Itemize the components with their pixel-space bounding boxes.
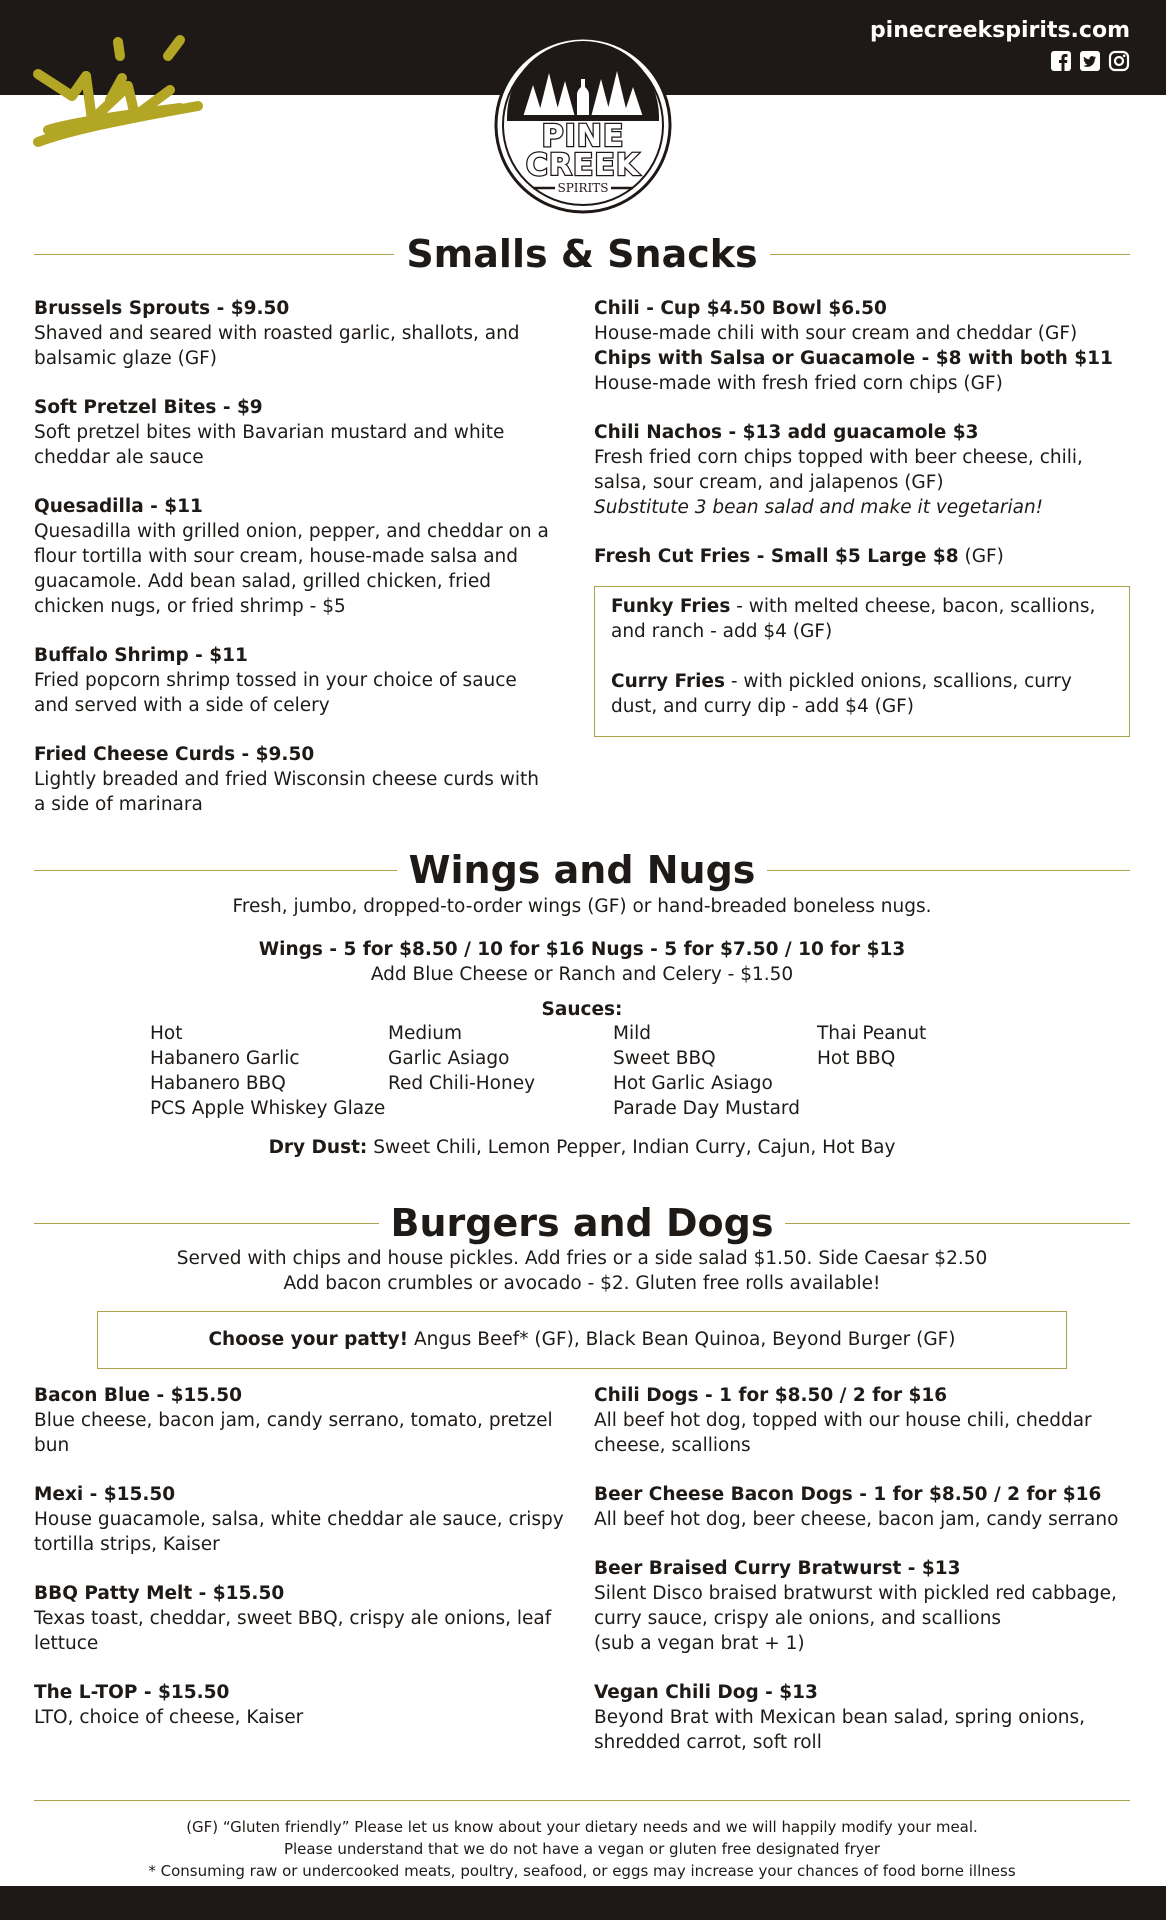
item-title: Chili - Cup $4.50 Bowl $6.50	[594, 298, 887, 319]
sauce-item: Hot BBQ	[817, 1048, 896, 1069]
menu-item-funky-fries	[611, 594, 1119, 644]
social-links	[1050, 50, 1130, 72]
sauce-item: Habanero BBQ	[150, 1073, 286, 1094]
patty-list: Angus Beef* (GF), Black Bean Quinoa, Beyond Burger (GF)	[408, 1329, 956, 1350]
item-title: Vegan Chili Dog - $13	[594, 1682, 818, 1703]
section-title	[34, 842, 1130, 898]
sauce-item: Red Chili-Honey	[388, 1073, 536, 1094]
menu-item-chips	[594, 346, 1134, 396]
menu-item	[34, 494, 554, 619]
patty-choice-box	[97, 1311, 1067, 1369]
sauce-item: Thai Peanut	[817, 1023, 927, 1044]
burgers-right-column	[594, 1383, 1139, 1779]
sauce-column-2	[388, 1021, 535, 1096]
menu-item	[594, 1556, 1139, 1656]
wings-intro: Fresh, jumbo, dropped-to-order wings (GF) or hand-breaded boneless nugs.	[232, 896, 932, 917]
fries-addons-box	[594, 586, 1130, 737]
menu-item	[34, 1383, 564, 1458]
item-title: Bacon Blue - $15.50	[34, 1385, 242, 1406]
crown-icon	[30, 30, 205, 155]
dry-dust-list: Sweet Chili, Lemon Pepper, Indian Curry, Cajun, Hot Bay	[367, 1137, 896, 1158]
burgers-intro-2: Add bacon crumbles or avocado - $2. Gluten free rolls available!	[283, 1273, 881, 1294]
item-note: (sub a vegan brat + 1)	[594, 1633, 805, 1654]
sauce-item: Habanero Garlic	[150, 1048, 300, 1069]
menu-item	[34, 296, 554, 371]
section-title	[34, 226, 1130, 282]
item-title: Funky Fries	[611, 596, 731, 617]
item-desc: Lightly breaded and fried Wisconsin cheese curds with a side of marinara	[34, 769, 540, 815]
item-desc: - with pickled onions, scallions, curry dust, and curry dip - add $4 (GF)	[611, 671, 1072, 717]
section-title-text: Smalls & Snacks	[394, 232, 769, 276]
item-title: Chips with Salsa or Guacamole - $8 with both $11	[594, 348, 1113, 369]
website-link[interactable]: pinecreekspirits.com	[869, 18, 1130, 43]
menu-item	[34, 1680, 564, 1730]
dry-dust-line	[34, 1135, 1130, 1160]
logo-text-pine: PINE	[541, 119, 625, 154]
menu-item	[594, 1482, 1139, 1532]
item-title: Chili Dogs - 1 for $8.50 / 2 for $16	[594, 1385, 948, 1406]
item-desc: Shaved and seared with roasted garlic, shallots, and balsamic glaze (GF)	[34, 323, 520, 369]
sauces-label: Sauces:	[541, 999, 623, 1020]
item-desc: House-made chili with sour cream and cheddar (GF)	[594, 323, 1078, 344]
burgers-left-column	[34, 1383, 564, 1754]
smalls-left-column	[34, 296, 554, 841]
item-desc: - with melted cheese, bacon, scallions, and ranch - add $4 (GF)	[611, 596, 1096, 642]
menu-item	[34, 742, 554, 817]
pine-creek-logo	[493, 35, 673, 215]
menu-item-nachos	[594, 420, 1134, 520]
facebook-icon[interactable]	[1050, 50, 1072, 72]
footer-note-2: Please understand that we do not have a vegan or gluten free designated fryer	[283, 1840, 881, 1858]
item-title: Soft Pretzel Bites - $9	[34, 397, 263, 418]
instagram-icon[interactable]	[1108, 50, 1130, 72]
menu-item	[34, 395, 554, 470]
dry-dust-label: Dry Dust:	[268, 1137, 368, 1158]
wings-prices: Wings - 5 for $8.50 / 10 for $16 Nugs - 5 for $7.50 / 10 for $13	[258, 939, 906, 960]
item-desc: Quesadilla with grilled onion, pepper, and cheddar on a flour tortilla with sour cream, house-made salsa and guacamole. Add bean salad, grilled chicken, fried chicken nugs, or fried shrimp - $5	[34, 521, 549, 617]
item-title: Quesadilla - $11	[34, 496, 203, 517]
menu-item	[34, 1581, 564, 1656]
logo-text-spirits: SPIRITS	[557, 181, 609, 195]
menu-item	[34, 1482, 564, 1557]
sauce-column-1	[150, 1021, 385, 1121]
item-gf: (GF)	[964, 546, 1004, 567]
item-desc: Soft pretzel bites with Bavarian mustard and white cheddar ale sauce	[34, 422, 505, 468]
footer-note-3: * Consuming raw or undercooked meats, poultry, seafood, or eggs may increase your chances of food borne illness	[148, 1862, 1016, 1880]
menu-item	[594, 1680, 1139, 1755]
section-title	[34, 1195, 1130, 1251]
menu-item-chili	[594, 296, 1134, 346]
patty-label: Choose your patty!	[208, 1329, 409, 1350]
item-desc: Beyond Brat with Mexican bean salad, spring onions, shredded carrot, soft roll	[594, 1707, 1086, 1753]
burgers-intro-1: Served with chips and house pickles. Add fries or a side salad $1.50. Side Caesar $2.50	[176, 1248, 988, 1269]
item-title: Buffalo Shrimp - $11	[34, 645, 248, 666]
section-heading-wings	[34, 842, 1130, 898]
logo-text-creek: CREEK	[525, 148, 641, 183]
section-title-text: Burgers and Dogs	[379, 1201, 786, 1245]
sauce-item: Hot	[150, 1023, 183, 1044]
sauce-item: PCS Apple Whiskey Glaze	[150, 1098, 386, 1119]
menu-item	[34, 643, 554, 718]
sauce-column-3	[613, 1021, 800, 1121]
footer-rule	[34, 1800, 1130, 1801]
sauce-item: Medium	[388, 1023, 462, 1044]
bottom-bar	[0, 1886, 1166, 1920]
section-heading-burgers	[34, 1195, 1130, 1251]
item-title: Curry Fries	[611, 671, 725, 692]
smalls-right-column	[594, 296, 1134, 593]
sauce-item: Sweet BBQ	[613, 1048, 716, 1069]
sauce-column-4	[817, 1021, 926, 1071]
item-desc: LTO, choice of cheese, Kaiser	[34, 1707, 304, 1728]
item-desc: Fried popcorn shrimp tossed in your choice of sauce and served with a side of celery	[34, 670, 517, 716]
item-desc: Fresh fried corn chips topped with beer cheese, chili, salsa, sour cream, and jalapenos (GF)	[594, 447, 1083, 493]
wings-addon: Add Blue Cheese or Ranch and Celery - $1.50	[370, 964, 794, 985]
item-desc: Texas toast, cheddar, sweet BBQ, crispy ale onions, leaf lettuce	[34, 1608, 552, 1654]
item-desc: Silent Disco braised bratwurst with pickled red cabbage, curry sauce, crispy ale onions, and scallions	[594, 1583, 1117, 1629]
sauce-item: Parade Day Mustard	[613, 1098, 800, 1119]
item-desc: All beef hot dog, topped with our house chili, cheddar cheese, scallions	[594, 1410, 1092, 1456]
sauce-item: Mild	[613, 1023, 651, 1044]
item-title: Fresh Cut Fries - Small $5 Large $8	[594, 546, 959, 567]
footer-note-1: (GF) “Gluten friendly” Please let us know about your dietary needs and we will happily modify your meal.	[186, 1818, 978, 1836]
menu-item-fries	[594, 544, 1134, 569]
item-title: Fried Cheese Curds - $9.50	[34, 744, 315, 765]
item-title: The L-TOP - $15.50	[34, 1682, 230, 1703]
item-title: Chili Nachos - $13 add guacamole $3	[594, 422, 979, 443]
sauce-item: Hot Garlic Asiago	[613, 1073, 773, 1094]
menu-item-curry-fries	[611, 669, 1119, 719]
item-title: Mexi - $15.50	[34, 1484, 176, 1505]
twitter-icon[interactable]	[1079, 50, 1101, 72]
menu-item	[594, 1383, 1139, 1458]
item-desc: House-made with fresh fried corn chips (GF)	[594, 373, 1003, 394]
item-note: Substitute 3 bean salad and make it vegetarian!	[594, 497, 1044, 518]
item-desc: Blue cheese, bacon jam, candy serrano, tomato, pretzel bun	[34, 1410, 553, 1456]
item-title: Beer Braised Curry Bratwurst - $13	[594, 1558, 961, 1579]
section-title-text: Wings and Nugs	[397, 848, 768, 892]
item-desc: House guacamole, salsa, white cheddar ale sauce, crispy tortilla strips, Kaiser	[34, 1509, 564, 1555]
item-desc: All beef hot dog, beer cheese, bacon jam, candy serrano	[594, 1509, 1119, 1530]
section-heading-smalls	[34, 226, 1130, 282]
item-title: Brussels Sprouts - $9.50	[34, 298, 290, 319]
item-title: Beer Cheese Bacon Dogs - 1 for $8.50 / 2 for $16	[594, 1484, 1102, 1505]
sauce-item: Garlic Asiago	[388, 1048, 510, 1069]
item-title: BBQ Patty Melt - $15.50	[34, 1583, 285, 1604]
